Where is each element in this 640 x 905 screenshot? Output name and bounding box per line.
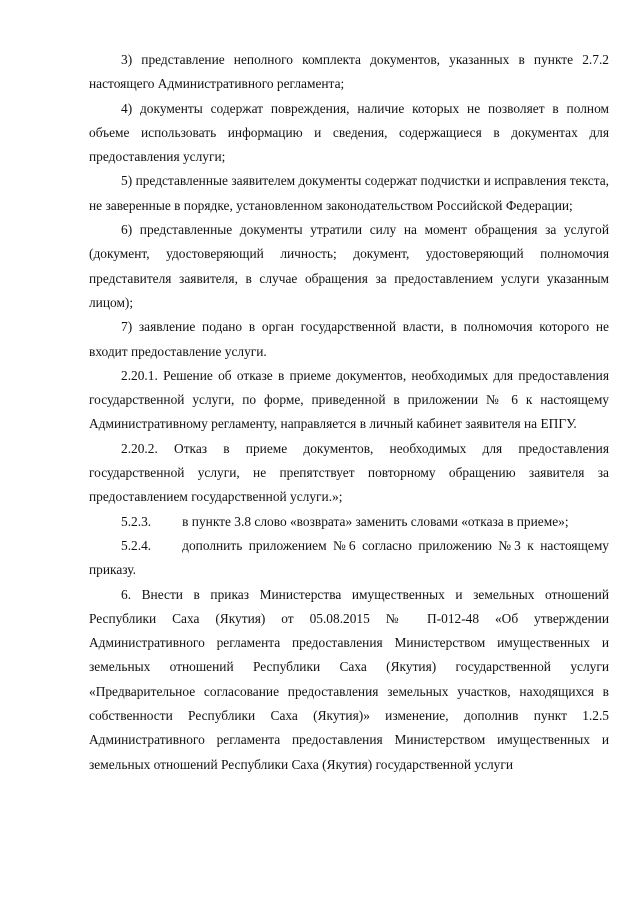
item-text-5-2-4: дополнить приложением №6 согласно приложению №3 к настоящему приказу.	[89, 537, 609, 578]
document-body	[89, 48, 609, 777]
paragraph-item-6: 6) представленные документы утратили силу на момент обращения за услугой (документ, удостоверяющий личность; документ, удостоверяющий полномочия представителя заявителя, в случае обращения за предоставлением услуги указанным лицом);	[89, 222, 609, 310]
paragraph-5-2-3	[89, 510, 609, 534]
paragraph-item-3: 3) представление неполного комплекта документов, указанных в пункте 2.7.2 настоящего Административного регламента;	[89, 52, 609, 92]
paragraph-5-2-4	[89, 534, 609, 583]
item-text-5-2-3: в пункте 3.8 слово «возврата» заменить словами «отказа в приеме»;	[182, 513, 569, 529]
paragraph-item-4: 4) документы содержат повреждения, наличие которых не позволяет в полном объеме использовать информацию и сведения, содержащиеся в документах для предоставления услуги;	[89, 100, 609, 165]
paragraph-item-5: 5) представленные заявителем документы содержат подчистки и исправления текста, не заверенные в порядке, установленном законодательством Российской Федерации;	[89, 173, 609, 213]
paragraph-6: 6. Внести в приказ Министерства имущественных и земельных отношений Республики Саха (Якутия) от 05.08.2015 № П-012-48 «Об утверждении Административного регламента предоставления Министерством имущественных и земельных отношений Республики Саха (Якутия) государственной услуги «Предварительное согласование предоставления земельных участков, находящихся в собственности Республики Саха (Якутия)» изменение, дополнив пункт 1.2.5 Административного регламента предоставления Министерством имущественных и земельных отношений Республики Саха (Якутия) государственной услуги	[89, 586, 609, 772]
paragraph-item-7: 7) заявление подано в орган государственной власти, в полномочия которого не входит предоставление услуги.	[89, 319, 609, 359]
paragraph-2-20-2: 2.20.2. Отказ в приеме документов, необходимых для предоставления государственной услуги, не препятствует повторному обращению заявителя за предоставлением государственной услуги.»;	[89, 440, 609, 505]
item-number-5-2-4: 5.2.4.	[121, 537, 152, 553]
paragraph-2-20-1: 2.20.1. Решение об отказе в приеме документов, необходимых для предоставления государственной услуги, по форме, приведенной в приложении № 6 к настоящему Административному регламенту, направляется в личный кабинет заявителя на ЕПГУ.	[89, 367, 609, 432]
item-number-5-2-3: 5.2.3.	[121, 513, 152, 529]
